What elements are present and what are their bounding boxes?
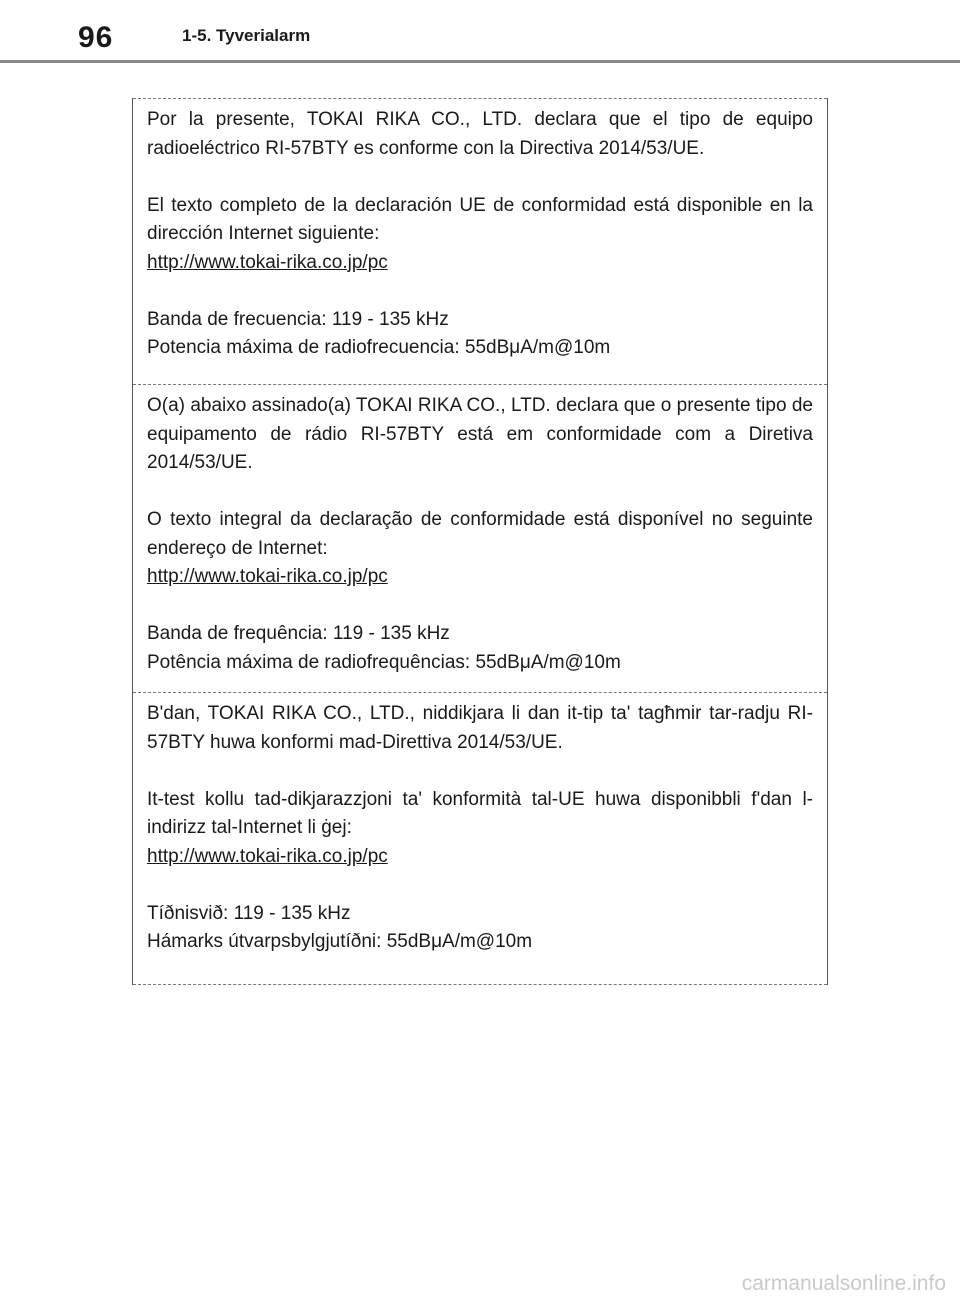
declaration-link[interactable]: http://www.tokai-rika.co.jp/pc	[147, 566, 388, 587]
frequency-band-text: Tíðnisvið: 119 - 135 kHz	[147, 902, 351, 924]
availability-text: It-test kollu tad-dikjarazzjoni ta' konformità tal-UE huwa disponibbli f'dan l-indirizz tal-Internet li ġej:	[147, 788, 813, 838]
declaration-link[interactable]: http://www.tokai-rika.co.jp/pc	[147, 251, 388, 273]
frequency-band-text: Banda de frequência: 119 - 135 kHz	[147, 623, 450, 644]
declaration-box	[132, 98, 828, 985]
availability-text: O texto integral da declaração de conformidade está disponível no seguinte endereço de Internet:	[147, 509, 813, 559]
declaration-text: B'dan, TOKAI RIKA CO., LTD., niddikjara li dan it-tip ta' tagħmir tar-radju RI-57BTY huwa konformi mad-Direttiva 2014/53/UE.	[147, 703, 813, 753]
declaration-section-spanish	[133, 98, 827, 384]
max-power-text: Potência máxima de radiofrequências: 55dBμA/m@10m	[147, 651, 621, 673]
frequency-band-text: Banda de frecuencia: 119 - 135 kHz	[147, 308, 449, 330]
page-number: 96	[78, 21, 114, 54]
section-title: 1-5. Tyverialarm	[182, 26, 311, 45]
declaration-section-portuguese	[133, 384, 827, 692]
header-divider	[0, 60, 960, 63]
declaration-text: Por la presente, TOKAI RIKA CO., LTD. declara que el tipo de equipo radioeléctrico RI-57BTY es conforme con la Directiva 2014/53/UE.	[147, 109, 813, 159]
page-header	[0, 0, 960, 62]
declaration-section-maltese-icelandic	[133, 692, 827, 985]
declaration-link[interactable]: http://www.tokai-rika.co.jp/pc	[147, 845, 388, 867]
max-power-text: Hámarks útvarpsbylgjutíðni: 55dBμA/m@10m	[147, 931, 533, 952]
declaration-text: O(a) abaixo assinado(a) TOKAI RIKA CO., LTD. declara que o presente tipo de equipamento de rádio RI-57BTY está em conformidade com a Diretiva 2014/53/UE.	[147, 395, 813, 473]
watermark: carmanualsonline.info	[741, 1272, 946, 1295]
availability-text: El texto completo de la declaración UE de conformidad está disponible en la dirección Internet siguiente:	[147, 194, 813, 244]
max-power-text: Potencia máxima de radiofrecuencia: 55dBμA/m@10m	[147, 337, 611, 358]
